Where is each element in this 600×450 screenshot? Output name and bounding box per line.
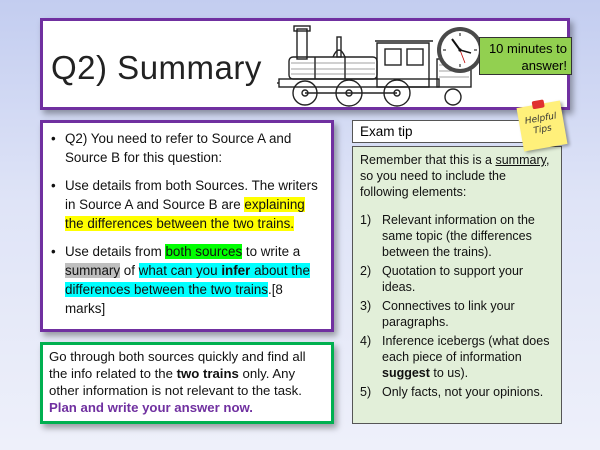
instructions-text-b: only. Any other information is not relevant to the task. <box>49 366 302 398</box>
exam-tip-intro <box>360 152 554 200</box>
bullet-2-text: Use details from both Sources. The writers in Source A and Source B are <box>65 178 318 212</box>
exam-tip-intro-a: Remember that this is a <box>360 153 496 167</box>
title-panel <box>40 18 570 110</box>
exam-tip-number: 2) <box>360 264 372 278</box>
sticky-note-line-1: Helpful <box>524 111 558 127</box>
exam-tip-item <box>360 263 554 295</box>
exam-tip-text: Relevant information on the same topic (the differences between the trains). <box>382 213 535 259</box>
exam-tip-number: 5) <box>360 385 372 399</box>
bullet-3-text-d: .[8 marks] <box>65 282 283 316</box>
exam-tip-panel <box>352 146 562 424</box>
sticky-note-icon <box>517 101 568 152</box>
exam-tip-text: Quotation to support your ideas. <box>382 264 524 294</box>
timer-line-1: 10 minutes to <box>488 41 567 56</box>
exam-tip-item <box>360 212 554 260</box>
timer-line-2: answer! <box>521 58 567 73</box>
bullet-3-highlight-both-sources: both sources <box>165 244 243 259</box>
bullet-item-2 <box>49 176 323 233</box>
exam-tip-item <box>360 333 554 381</box>
exam-tip-bold: suggest <box>382 366 430 380</box>
page-title: Q2) Summary <box>51 49 262 86</box>
exam-tip-intro-b: , so you need to include the following elements: <box>360 153 550 199</box>
exam-tip-item <box>360 298 554 330</box>
instructions-text-a: Go through both sources quickly and find all the info related to the <box>49 349 306 381</box>
bullet-3-highlight-summary: summary <box>65 263 121 278</box>
exam-tip-number: 1) <box>360 213 372 227</box>
plan-instruction: Plan and write your answer now. <box>49 400 253 415</box>
bullet-3-text-a: Use details from <box>65 244 166 259</box>
exam-tip-text: Connectives to link your paragraphs. <box>382 299 515 329</box>
bullet-3-text-b: to write a <box>242 244 301 259</box>
instructions-bold: two trains <box>176 366 239 381</box>
bullet-2-highlight: explaining the differences between the two trains. <box>65 197 305 231</box>
bullet-item-1 <box>49 129 323 167</box>
bullet-3-text-c: of <box>120 263 139 278</box>
sticky-note-line-2: Tips <box>532 123 553 137</box>
exam-tip-text-a: Inference icebergs (what does each piece of information <box>382 334 550 364</box>
exam-tip-text-b: to us). <box>429 366 469 380</box>
exam-tip-item <box>360 384 554 400</box>
exam-tip-number: 4) <box>360 334 372 348</box>
timer-box <box>479 37 572 75</box>
bullet-3-highlight-infer-a: what can you <box>138 263 222 278</box>
exam-tip-header: Exam tip <box>352 120 562 143</box>
bullet-3-highlight-infer-b: infer <box>221 263 251 278</box>
exam-tip-number: 3) <box>360 299 372 313</box>
bullet-1-text: Q2) You need to refer to Source A and Source B for this question: <box>65 131 292 165</box>
wall-clock-icon <box>435 25 485 75</box>
question-bullet-list <box>49 129 323 318</box>
pin-icon <box>532 99 545 109</box>
bullet-item-3 <box>49 242 323 318</box>
bullet-3-highlight-infer-c: about the differences between the two trains <box>65 263 310 297</box>
exam-tip-text: Only facts, not your opinions. <box>382 385 544 399</box>
exam-tip-intro-underline: summary <box>495 153 546 167</box>
question-bullets-panel <box>40 120 334 332</box>
instructions-panel <box>40 342 334 424</box>
exam-tip-list <box>360 212 554 400</box>
